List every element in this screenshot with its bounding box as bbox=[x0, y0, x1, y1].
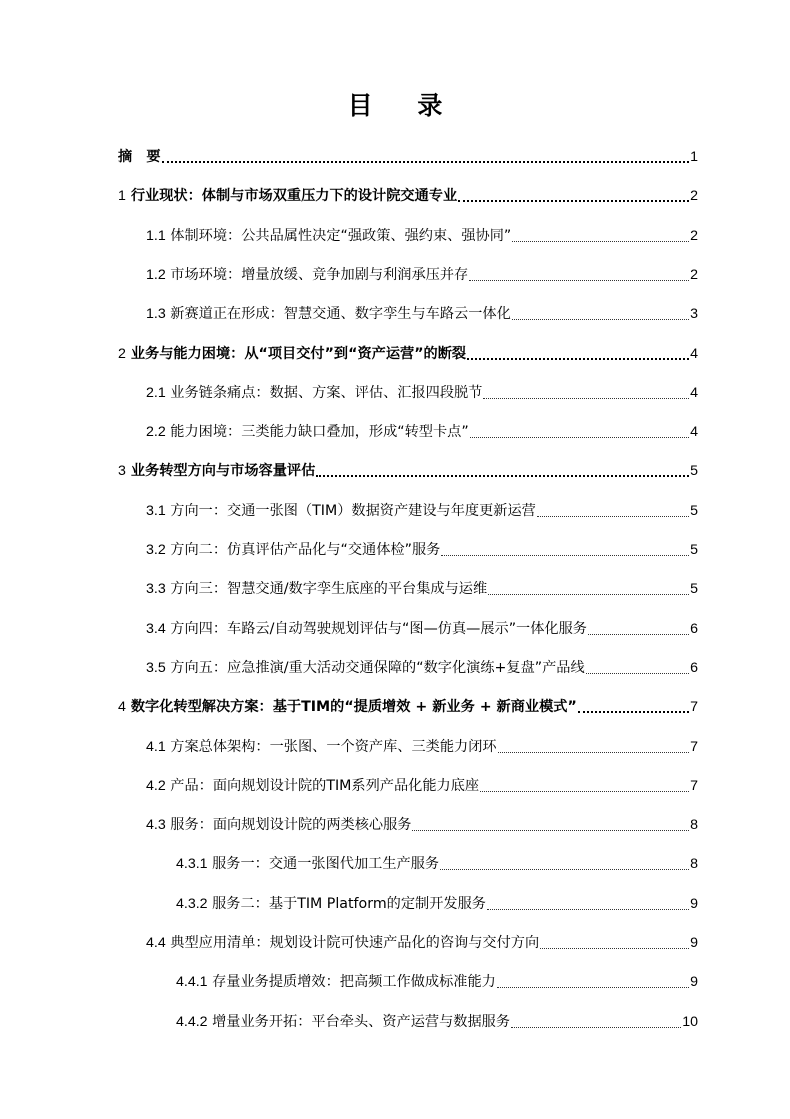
toc-entry-label bbox=[146, 225, 511, 247]
toc-page-number: 2 bbox=[690, 228, 698, 244]
section-number: 4.4.1 bbox=[176, 974, 208, 990]
toc-entry-label bbox=[146, 382, 482, 404]
section-title: 方案总体架构：一张图、一个资产库、三类能力闭环 bbox=[170, 739, 497, 755]
section-title: 新赛道正在形成：智慧交通、数字孪生与车路云一体化 bbox=[170, 306, 511, 322]
toc-entry-4[interactable] bbox=[118, 696, 698, 718]
toc-entry-1[interactable] bbox=[118, 185, 698, 207]
toc-entry-label: 摘 要 bbox=[118, 149, 161, 165]
toc-page-number: 6 bbox=[690, 660, 698, 676]
toc-entry-label bbox=[176, 1011, 510, 1033]
toc-entry-3[interactable] bbox=[118, 460, 698, 482]
toc-entry-label bbox=[146, 539, 440, 561]
toc-page-number: 1 bbox=[690, 149, 698, 165]
section-number: 2 bbox=[118, 346, 126, 362]
section-number: 4.4 bbox=[146, 935, 166, 951]
toc-entry-4-2[interactable] bbox=[146, 775, 698, 797]
toc-entry-label bbox=[146, 814, 411, 836]
section-title: 方向一：交通一张图（TIM）数据资产建设与年度更新运营 bbox=[170, 503, 536, 519]
toc-entry-label bbox=[146, 578, 487, 600]
section-number: 4 bbox=[118, 699, 126, 715]
toc-entry-2[interactable] bbox=[118, 343, 698, 365]
dot-leader bbox=[537, 516, 689, 517]
toc-page-number: 7 bbox=[690, 739, 698, 755]
toc-page-number: 2 bbox=[690, 267, 698, 283]
section-title: 体制环境：公共品属性决定“强政策、强约束、强协同” bbox=[170, 228, 512, 244]
section-number: 4.2 bbox=[146, 778, 166, 794]
toc-page-number: 5 bbox=[690, 503, 698, 519]
dot-leader bbox=[467, 358, 689, 360]
toc-page-number: 4 bbox=[690, 424, 698, 440]
section-number: 4.1 bbox=[146, 739, 166, 755]
section-number: 3.4 bbox=[146, 621, 166, 637]
section-number: 1.2 bbox=[146, 267, 166, 283]
toc-entry-4-1[interactable] bbox=[146, 736, 698, 758]
toc-page-number: 5 bbox=[690, 542, 698, 558]
dot-leader bbox=[316, 475, 689, 477]
section-title: 存量业务提质增效：把高频工作做成标准能力 bbox=[212, 974, 496, 990]
toc-entry-1-2[interactable] bbox=[146, 264, 698, 286]
section-title: 市场环境：增量放缓、竞争加剧与利润承压并存 bbox=[170, 267, 469, 283]
section-number: 3.1 bbox=[146, 503, 166, 519]
toc-entry-4-4-1[interactable] bbox=[176, 971, 698, 993]
section-title: 方向五：应急推演/重大活动交通保障的“数字化演练+复盘”产品线 bbox=[170, 660, 585, 676]
toc-entry-2-1[interactable] bbox=[146, 382, 698, 404]
dot-leader bbox=[458, 200, 689, 202]
dot-leader bbox=[512, 241, 689, 242]
toc-page-number: 9 bbox=[690, 974, 698, 990]
section-number: 1.1 bbox=[146, 228, 166, 244]
section-number: 1.3 bbox=[146, 306, 166, 322]
toc-page-number: 8 bbox=[690, 817, 698, 833]
dot-leader bbox=[578, 711, 689, 713]
toc-entry-4-4-2[interactable] bbox=[176, 1011, 698, 1033]
toc-page-number: 4 bbox=[690, 385, 698, 401]
toc-page-number: 7 bbox=[690, 699, 698, 715]
section-number: 2.2 bbox=[146, 424, 166, 440]
dot-leader bbox=[586, 673, 689, 674]
toc-entry-label bbox=[146, 775, 479, 797]
section-number: 3 bbox=[118, 463, 126, 479]
toc-page-number: 3 bbox=[690, 306, 698, 322]
section-title: 方向四：车路云/自动驾驶规划评估与“图—仿真—展示”一体化服务 bbox=[170, 621, 587, 637]
section-number: 4.4.2 bbox=[176, 1014, 208, 1030]
section-title: 服务：面向规划设计院的两类核心服务 bbox=[170, 817, 412, 833]
toc-title: 目 录 bbox=[347, 91, 461, 120]
toc-page-number: 8 bbox=[690, 856, 698, 872]
section-title: 业务与能力困境：从“项目交付”到“资产运营”的断裂 bbox=[130, 346, 467, 362]
dot-leader bbox=[512, 319, 689, 320]
toc-page-number: 5 bbox=[690, 581, 698, 597]
toc-entry-1-3[interactable] bbox=[146, 303, 698, 325]
dot-leader bbox=[440, 869, 689, 870]
section-title: 方向三：智慧交通/数字孪生底座的平台集成与运维 bbox=[170, 581, 488, 597]
section-title: 典型应用清单：规划设计院可快速产品化的咨询与交付方向 bbox=[170, 935, 540, 951]
toc-entry-4-3-2[interactable] bbox=[176, 893, 698, 915]
section-number: 3.3 bbox=[146, 581, 166, 597]
toc-entry-label bbox=[146, 736, 497, 758]
toc-entry-3-2[interactable] bbox=[146, 539, 698, 561]
toc-entry-label bbox=[146, 264, 468, 286]
dot-leader bbox=[511, 1027, 681, 1028]
dot-leader bbox=[470, 437, 689, 438]
toc-page-number: 9 bbox=[690, 896, 698, 912]
section-title: 业务转型方向与市场容量评估 bbox=[130, 463, 316, 479]
section-title: 能力困境：三类能力缺口叠加，形成“转型卡点” bbox=[170, 424, 469, 440]
toc-entry-label bbox=[118, 185, 457, 207]
section-title: 业务链条痛点：数据、方案、评估、汇报四段脱节 bbox=[170, 385, 483, 401]
toc-page-number: 5 bbox=[690, 463, 698, 479]
toc-page-number: 7 bbox=[690, 778, 698, 794]
section-number: 2.1 bbox=[146, 385, 166, 401]
section-number: 3.5 bbox=[146, 660, 166, 676]
section-title: 产品：面向规划设计院的TIM系列产品化能力底座 bbox=[170, 778, 480, 794]
toc-entry-abstract[interactable] bbox=[118, 146, 698, 168]
dot-leader bbox=[441, 555, 689, 556]
section-title: 服务一：交通一张图代加工生产服务 bbox=[212, 856, 440, 872]
toc-entry-label bbox=[118, 460, 315, 482]
dot-leader bbox=[162, 161, 690, 163]
dot-leader bbox=[487, 909, 689, 910]
dot-leader bbox=[497, 987, 689, 988]
section-title: 增量业务开拓：平台牵头、资产运营与数据服务 bbox=[212, 1014, 511, 1030]
section-number: 1 bbox=[118, 188, 126, 204]
toc-entry-4-4[interactable] bbox=[146, 932, 698, 954]
toc-entry-3-4[interactable] bbox=[146, 618, 698, 640]
toc-entry-3-1[interactable] bbox=[146, 500, 698, 522]
toc-entry-4-3[interactable] bbox=[146, 814, 698, 836]
toc-entry-3-3[interactable] bbox=[146, 578, 698, 600]
toc-entry-label bbox=[176, 893, 486, 915]
dot-leader bbox=[488, 594, 689, 595]
section-number: 4.3.2 bbox=[176, 896, 208, 912]
toc-entry-label bbox=[176, 853, 439, 875]
section-number: 3.2 bbox=[146, 542, 166, 558]
dot-leader bbox=[540, 948, 689, 949]
dot-leader bbox=[498, 752, 690, 753]
dot-leader bbox=[469, 280, 689, 281]
section-title: 数字化转型解决方案：基于TIM的“提质增效 + 新业务 + 新商业模式” bbox=[130, 699, 577, 715]
toc-page-number: 2 bbox=[690, 188, 698, 204]
toc-entry-label bbox=[146, 657, 585, 679]
toc-entry-label bbox=[146, 421, 469, 443]
toc-entry-label bbox=[146, 618, 587, 640]
section-title: 行业现状：体制与市场双重压力下的设计院交通专业 bbox=[130, 188, 458, 204]
toc-page-number: 9 bbox=[690, 935, 698, 951]
toc-entry-2-2[interactable] bbox=[146, 421, 698, 443]
section-number: 4.3.1 bbox=[176, 856, 208, 872]
toc-page-number: 6 bbox=[690, 621, 698, 637]
toc-entry-3-5[interactable] bbox=[146, 657, 698, 679]
toc-entry-label bbox=[176, 971, 496, 993]
dot-leader bbox=[412, 830, 689, 831]
toc-entry-4-3-1[interactable] bbox=[176, 853, 698, 875]
toc-entry-label bbox=[118, 696, 577, 718]
toc-entry-1-1[interactable] bbox=[146, 225, 698, 247]
dot-leader bbox=[480, 791, 689, 792]
toc-entry-label bbox=[118, 343, 466, 365]
section-title: 服务二：基于TIM Platform的定制开发服务 bbox=[212, 896, 486, 912]
section-number: 4.3 bbox=[146, 817, 166, 833]
toc-page-number: 4 bbox=[690, 346, 698, 362]
toc-entry-label bbox=[146, 932, 539, 954]
dot-leader bbox=[483, 398, 689, 399]
toc-entry-label bbox=[146, 303, 511, 325]
toc-page-number: 10 bbox=[682, 1014, 698, 1030]
dot-leader bbox=[588, 634, 689, 635]
section-title: 方向二：仿真评估产品化与“交通体检”服务 bbox=[170, 542, 441, 558]
toc-entry-label bbox=[146, 500, 536, 522]
